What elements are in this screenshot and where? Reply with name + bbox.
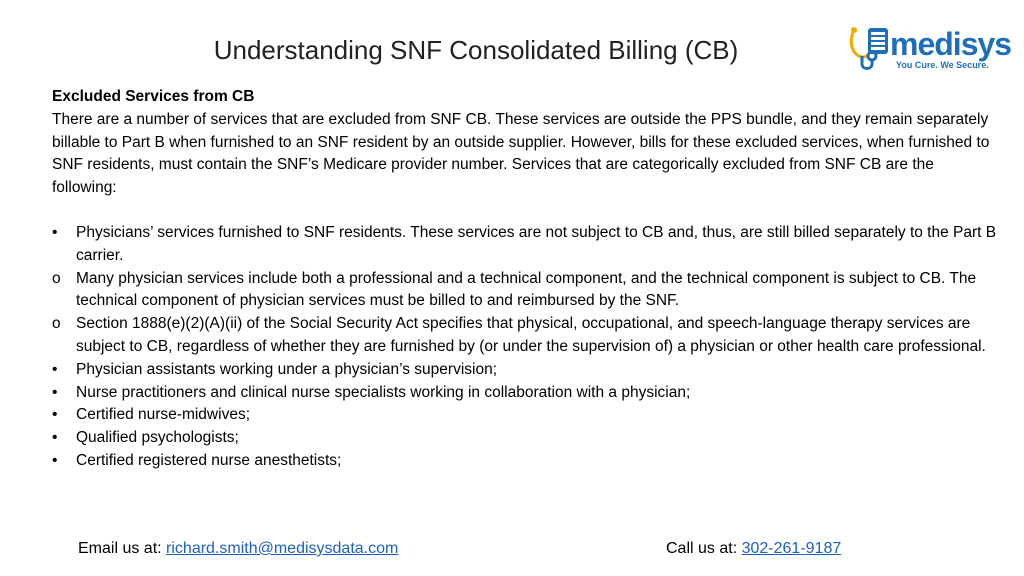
email-link[interactable]: richard.smith@medisysdata.com xyxy=(166,540,399,557)
list-item xyxy=(52,382,1000,405)
phone-link[interactable]: 302-261-9187 xyxy=(741,540,842,557)
bullet-marker: • xyxy=(52,451,58,469)
footer-email xyxy=(78,538,398,560)
list-item-text: Certified nurse-midwives; xyxy=(76,406,250,424)
intro-paragraph: There are a number of services that are excluded from SNF CB. These services are outside the PPS bundle, and they remain separately billable to Part B when furnished to an SNF resident by an outside supplier. However, bills for these excluded services, when furnished to SNF residents, must contain the SNF’s Medicare provider number. Services that are categorically excluded from SNF CB are the following: xyxy=(52,110,990,197)
email-label: Email us at: xyxy=(78,540,167,557)
slide-body xyxy=(52,86,1000,473)
phone-label: Call us at: xyxy=(666,540,742,557)
bullet-marker: • xyxy=(52,360,58,378)
section-heading: Excluded Services from CB xyxy=(52,88,255,105)
list-item xyxy=(52,427,1000,450)
bullet-marker: o xyxy=(52,315,61,333)
bullet-marker: • xyxy=(52,383,58,401)
slide-title: Understanding SNF Consolidated Billing (CB) xyxy=(213,35,739,65)
list-item-text: Physician assistants working under a physician’s supervision; xyxy=(76,360,498,378)
list-item xyxy=(52,268,1000,314)
excluded-services-list xyxy=(52,222,1000,473)
list-item-text: Section 1888(e)(2)(A)(ii) of the Social Security Act specifies that physical, occupational, and speech-language therapy services are subject to CB, regardless of whether they are furnished by (or under the supervision of) a physician or other health care professional. xyxy=(76,315,986,355)
list-item-text: Many physician services include both a professional and a technical component, and the technical component is subject to CB. The technical component of physician services must be billed to and reimbursed by the SNF. xyxy=(76,269,977,310)
bullet-marker: • xyxy=(52,429,58,447)
list-item xyxy=(52,222,1000,268)
logo-wordmark: medisys xyxy=(890,26,1012,62)
list-item-text: Physicians’ services furnished to SNF residents. These services are not subject to CB and, thus, are still billed separately to the Part B carrier. xyxy=(76,223,997,264)
list-item xyxy=(52,404,1000,427)
bullet-marker: • xyxy=(52,406,58,424)
bullet-marker: • xyxy=(52,223,58,241)
list-item xyxy=(52,313,1000,359)
stethoscope-device-icon xyxy=(848,24,892,74)
medisys-logo xyxy=(848,24,1012,74)
logo-tagline: You Cure. We Secure. xyxy=(896,60,989,70)
list-item xyxy=(52,359,1000,382)
list-item xyxy=(52,450,1000,473)
footer-phone xyxy=(666,538,841,560)
bullet-marker: o xyxy=(52,269,61,287)
list-item-text: Qualified psychologists; xyxy=(76,429,239,447)
list-item-text: Certified registered nurse anesthetists; xyxy=(76,451,342,469)
list-item-text: Nurse practitioners and clinical nurse specialists working in collaboration with a physician; xyxy=(76,383,691,401)
